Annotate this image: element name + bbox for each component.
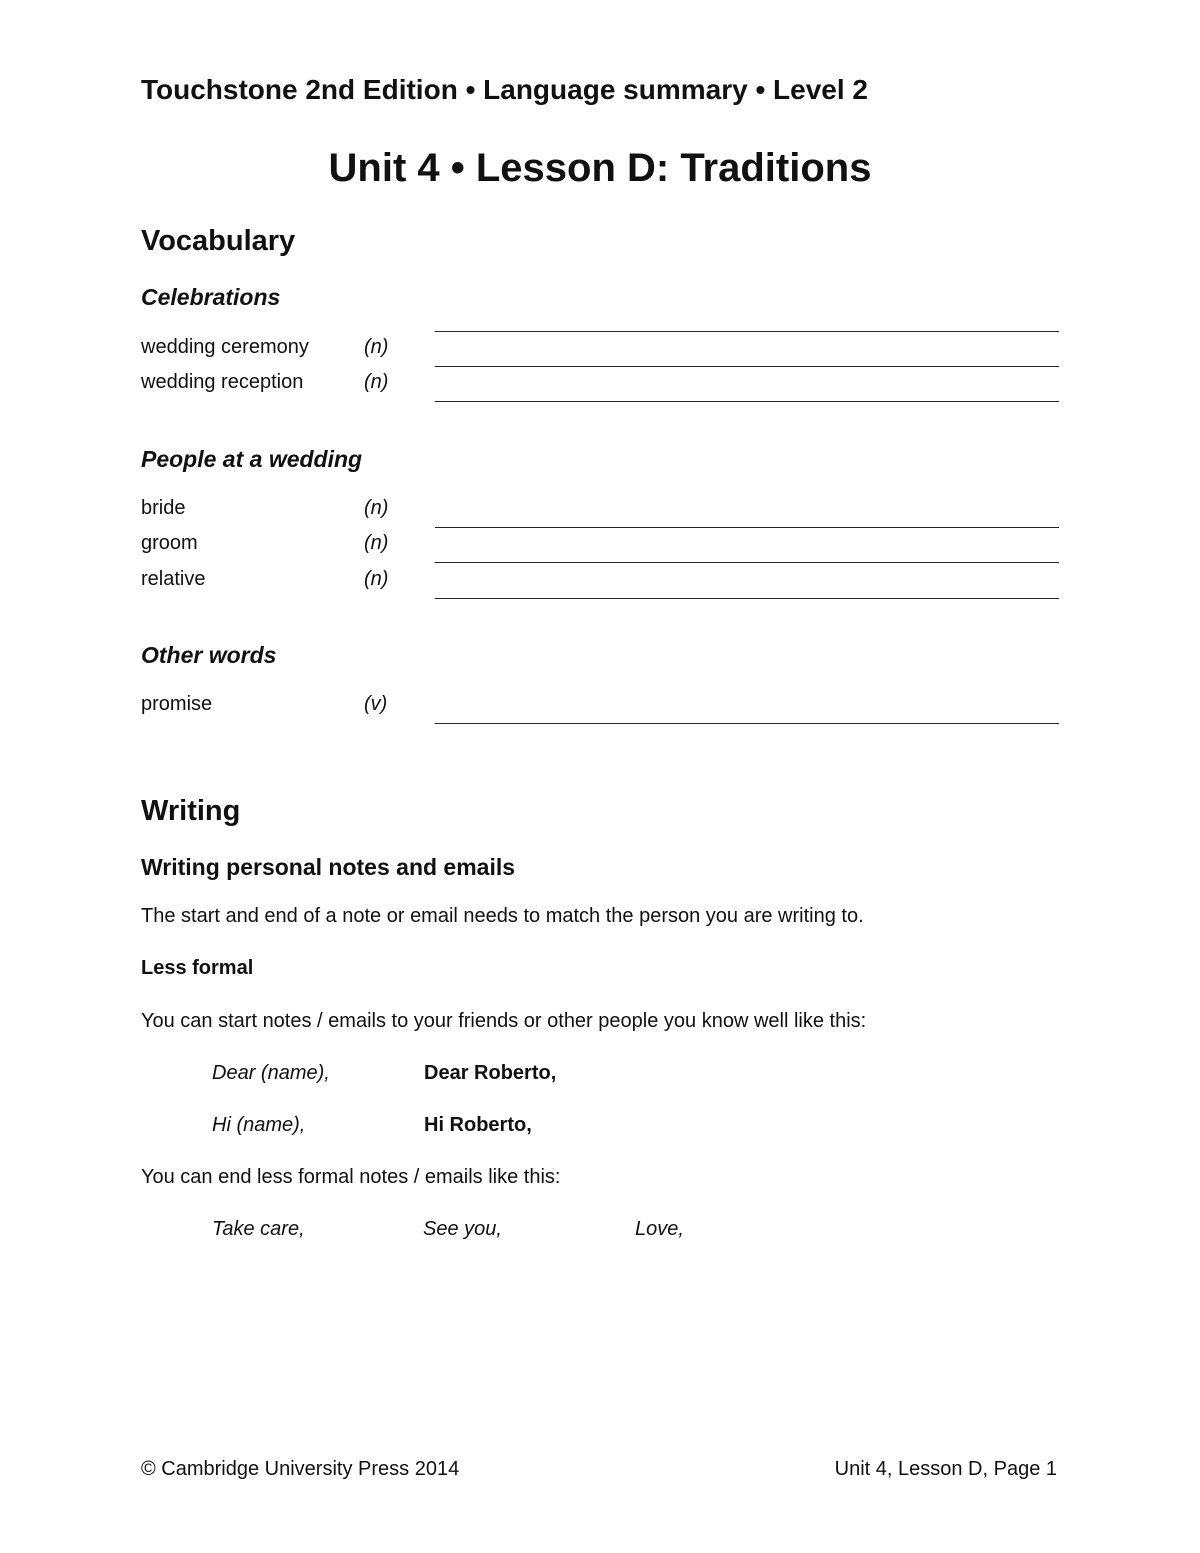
writing-subheading: Writing personal notes and emails xyxy=(141,854,516,880)
end-text: You can end less formal notes / emails like this: xyxy=(141,1166,561,1188)
start-text: You can start notes / emails to your friends or other people you know well like this: xyxy=(141,1010,867,1032)
series-header: Touchstone 2nd Edition • Language summary • Level 2 xyxy=(141,74,868,105)
part-of-speech: (n) xyxy=(364,532,389,554)
part-of-speech: (n) xyxy=(364,371,389,393)
greeting-pattern: Dear (name), xyxy=(212,1062,330,1084)
footer-page-number: Unit 4, Lesson D, Page 1 xyxy=(834,1458,1057,1480)
part-of-speech: (n) xyxy=(364,336,389,358)
greeting-example: Dear Roberto, xyxy=(424,1062,557,1084)
greeting-pattern: Hi (name), xyxy=(212,1114,306,1136)
celebrations-heading: Celebrations xyxy=(141,284,281,310)
part-of-speech: (n) xyxy=(364,568,389,590)
closing-example: See you, xyxy=(423,1218,502,1240)
vocab-term: promise xyxy=(141,693,213,715)
answer-line xyxy=(435,562,1059,563)
less-formal-heading: Less formal xyxy=(141,957,254,979)
answer-line xyxy=(435,331,1059,332)
answer-line xyxy=(435,527,1059,528)
answer-line xyxy=(435,723,1059,724)
vocab-term: relative xyxy=(141,568,206,590)
closing-example: Take care, xyxy=(212,1218,305,1240)
vocab-term: wedding ceremony xyxy=(141,336,309,358)
greeting-example: Hi Roberto, xyxy=(424,1114,532,1136)
page-title: Unit 4 • Lesson D: Traditions xyxy=(328,146,872,190)
part-of-speech: (n) xyxy=(364,497,389,519)
answer-line xyxy=(435,366,1059,367)
answer-line xyxy=(435,598,1059,599)
vocab-term: bride xyxy=(141,497,186,519)
other-words-heading: Other words xyxy=(141,642,277,668)
answer-line xyxy=(435,401,1059,402)
people-heading: People at a wedding xyxy=(141,446,363,472)
vocab-term: wedding reception xyxy=(141,371,304,393)
writing-intro: The start and end of a note or email needs to match the person you are writing to. xyxy=(141,905,864,927)
closing-example: Love, xyxy=(635,1218,684,1240)
writing-heading: Writing xyxy=(141,795,241,827)
part-of-speech: (v) xyxy=(364,693,388,715)
vocabulary-heading: Vocabulary xyxy=(141,225,296,257)
vocab-term: groom xyxy=(141,532,198,554)
footer-copyright: © Cambridge University Press 2014 xyxy=(141,1458,460,1480)
